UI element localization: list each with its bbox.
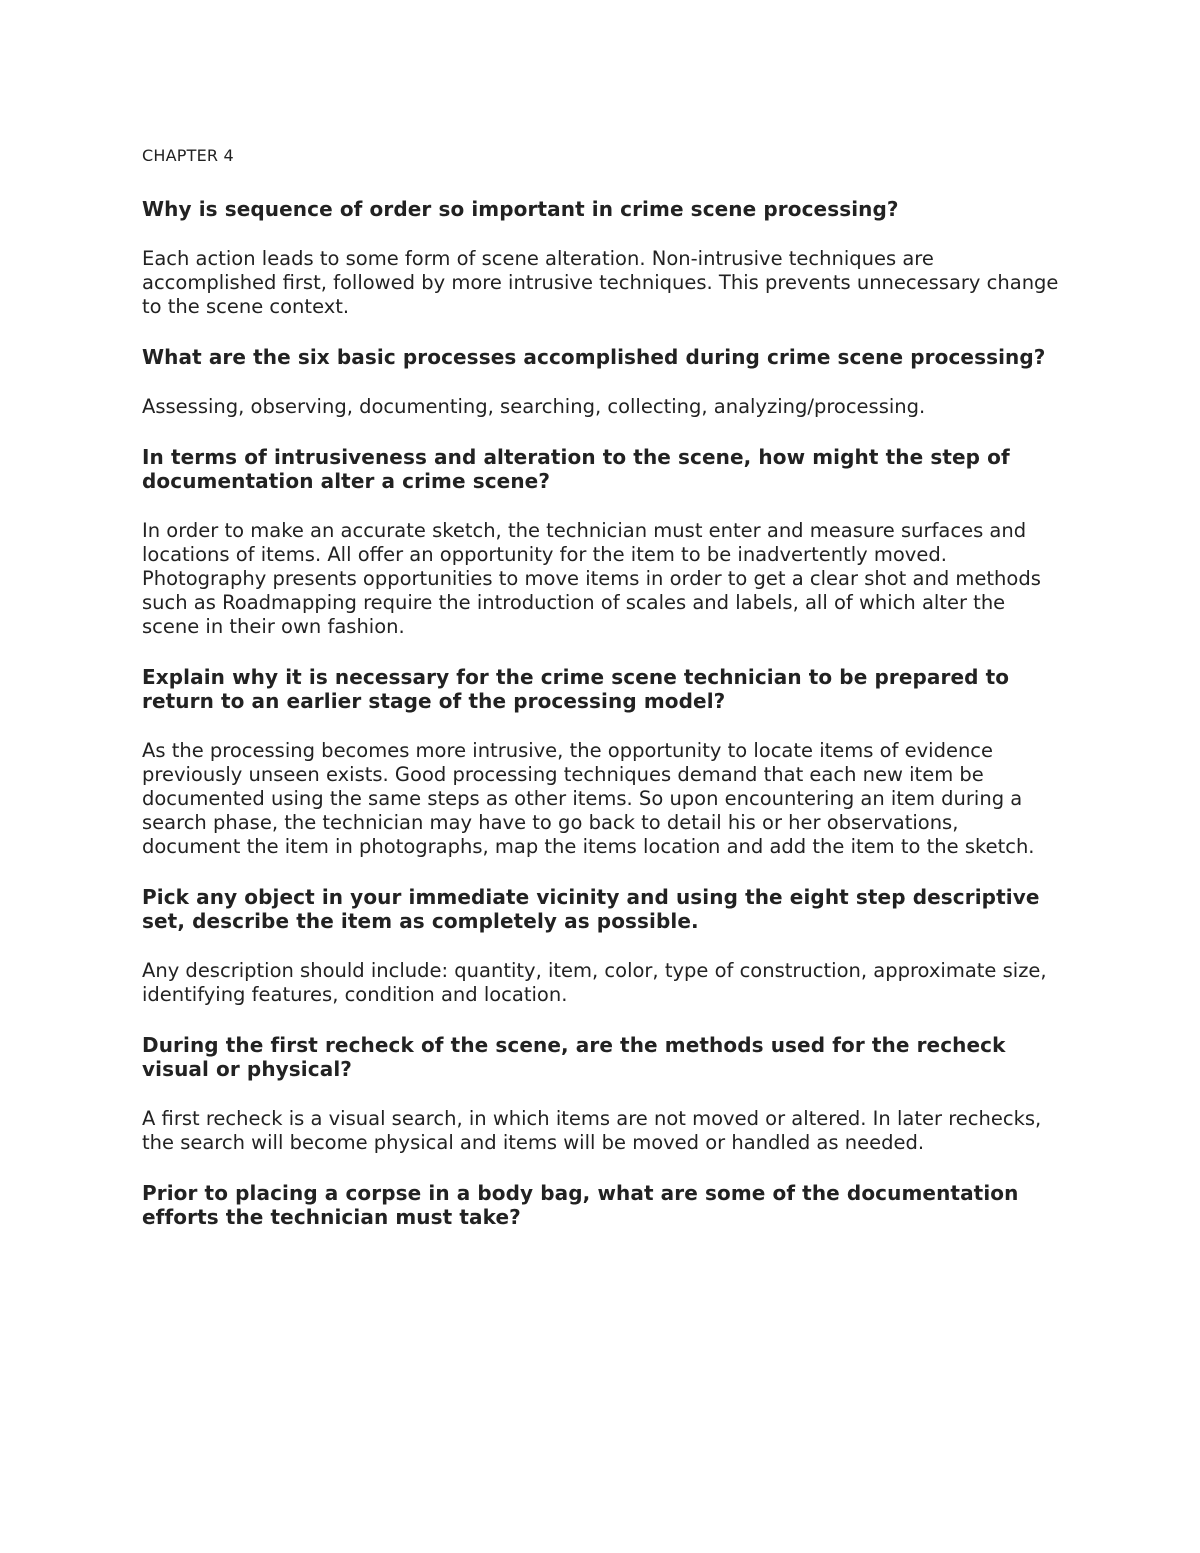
question-3: In terms of intrusiveness and alteration to the scene, how might the step of documentation alter a crime scene? [142, 445, 1010, 493]
question-1: Why is sequence of order so important in crime scene processing? [142, 197, 899, 221]
answer-6: A first recheck is a visual search, in which items are not moved or altered. In later rechecks, the search will become physical and items will be moved or handled as needed. [142, 1107, 1042, 1154]
answer-2: Assessing, observing, documenting, searching, collecting, analyzing/processing. [142, 395, 926, 418]
question-7: Prior to placing a corpse in a body bag, what are some of the documentation efforts the technician must take? [142, 1181, 1019, 1229]
question-2: What are the six basic processes accomplished during crime scene processing? [142, 345, 1046, 369]
answer-1: Each action leads to some form of scene alteration. Non-intrusive techniques are accomplished first, followed by more intrusive techniques. This prevents unnecessary change to the scene context. [142, 247, 1059, 318]
question-5: Pick any object in your immediate vicinity and using the eight step descriptive set, describe the item as completely as possible. [142, 885, 1040, 933]
answer-5: Any description should include: quantity, item, color, type of construction, approximate size, identifying features, condition and location. [142, 959, 1047, 1006]
question-6: During the first recheck of the scene, are the methods used for the recheck visual or physical? [142, 1033, 1006, 1081]
answer-4: As the processing becomes more intrusive, the opportunity to locate items of evidence previously unseen exists. Good processing techniques demand that each new item be documented using the same steps as other items. So upon encountering an item during a search phase, the technician may have to go back to detail his or her observations, document the item in photographs, map the items location and add the item to the sketch. [142, 739, 1035, 858]
document-page [142, 145, 1062, 1255]
answer-3: In order to make an accurate sketch, the technician must enter and measure surfaces and locations of items. All offer an opportunity for the item to be inadvertently moved. Photography presents opportunities to move items in order to get a clear shot and methods such as Roadmapping require the introduction of scales and labels, all of which alter the scene in their own fashion. [142, 519, 1041, 638]
question-4: Explain why it is necessary for the crime scene technician to be prepared to return to an earlier stage of the processing model? [142, 665, 1010, 713]
chapter-heading: CHAPTER 4 [142, 146, 234, 165]
